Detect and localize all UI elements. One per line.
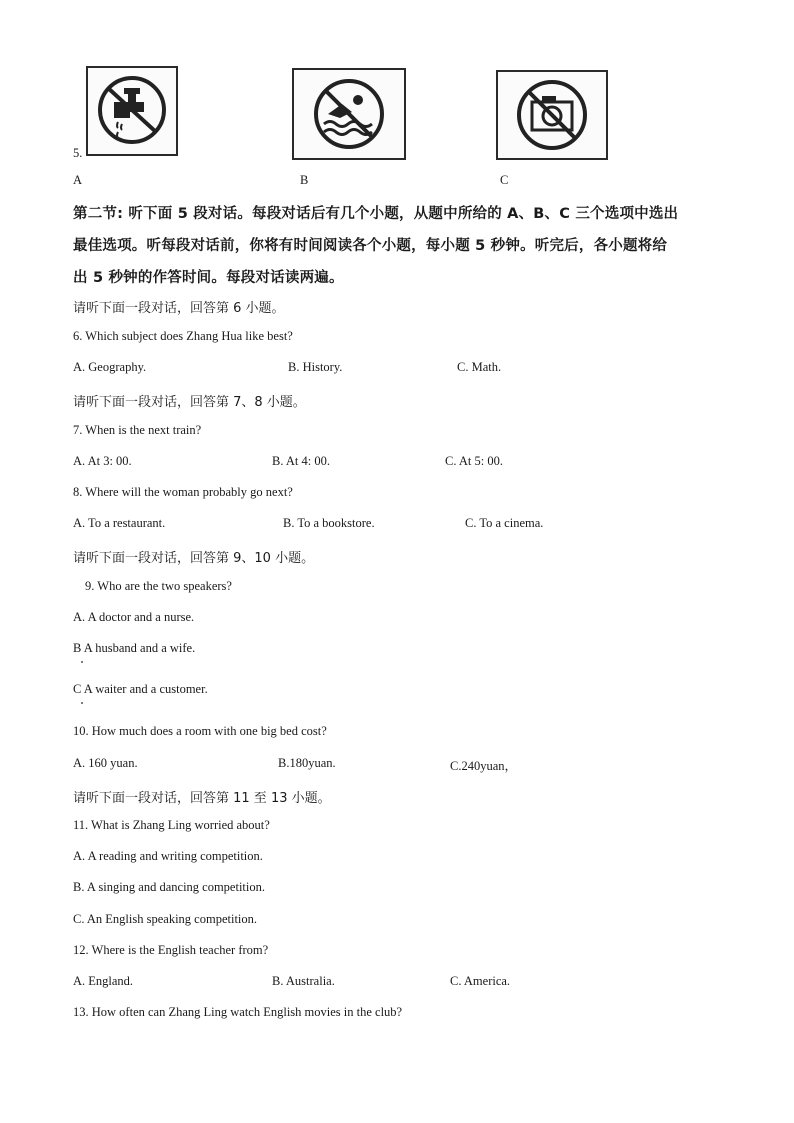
question-12: 12. Where is the English teacher from? <box>73 943 269 957</box>
option-12a: A. England. <box>73 974 134 988</box>
option-6b: B. History. <box>288 360 343 374</box>
question-7: 7. When is the next train? <box>73 423 202 437</box>
option-9b: B A husband and a wife. <box>73 641 196 655</box>
question-5-number: 5. <box>73 146 83 160</box>
option-11a: A. A reading and writing competition. <box>73 849 263 863</box>
option-12b: B. Australia. <box>272 974 335 988</box>
option-8c: C. To a cinema. <box>465 516 544 530</box>
option-10c: C.240yuan， <box>450 759 518 773</box>
instruction-q11-13: 请听下面一段对话，回答第 11 至 13 小题。 <box>73 791 331 806</box>
option-6a: A. Geography. <box>73 360 147 374</box>
section2-line1: 第二节: 听下面 5 段对话。每段对话后有几个小题，从题中所给的 A、B、C 三个选项中选出 <box>73 206 679 222</box>
option-10b: B.180yuan. <box>278 756 336 770</box>
option-5a-label: A <box>73 173 83 187</box>
option-7a: A. At 3: 00. <box>73 454 132 468</box>
section2-line2: 最佳选项。听每段对话前，你将有时间阅读各个小题，每小题 5 秒钟。听完后，各小题将给 <box>73 238 668 254</box>
option-9a: A. A doctor and a nurse. <box>73 610 195 624</box>
option-11c: C. An English speaking competition. <box>73 912 258 926</box>
no-swimming-icon <box>294 70 404 158</box>
instruction-q6: 请听下面一段对话，回答第 6 小题。 <box>73 301 285 316</box>
question-10: 10. How much does a room with one big bed cost? <box>73 724 327 738</box>
no-camera-icon <box>498 72 606 158</box>
instruction-q9-10: 请听下面一段对话，回答第 9、10 小题。 <box>73 551 315 566</box>
sign-c-no-camera <box>496 70 608 160</box>
sign-a-no-water <box>86 66 178 156</box>
option-11b: B. A singing and dancing competition. <box>73 880 265 894</box>
instruction-q7-8: 请听下面一段对话，回答第 7、8 小题。 <box>73 395 306 410</box>
section2-line3: 出 5 秒钟的作答时间。每段对话读两遍。 <box>73 270 344 286</box>
question-6: 6. Which subject does Zhang Hua like best? <box>73 329 293 343</box>
option-8a: A. To a restaurant. <box>73 516 166 530</box>
option-5c-label: C <box>500 173 509 187</box>
option-10a: A. 160 yuan. <box>73 756 138 770</box>
question-13: 13. How often can Zhang Ling watch English movies in the club? <box>73 1005 403 1019</box>
option-12c: C. America. <box>450 974 511 988</box>
question-8: 8. Where will the woman probably go next? <box>73 485 293 499</box>
option-5b-label: B <box>300 173 309 187</box>
option-7c: C. At 5: 00. <box>445 454 503 468</box>
question-11: 11. What is Zhang Ling worried about? <box>73 818 270 832</box>
option-9c: C A waiter and a customer. <box>73 682 208 696</box>
sign-b-no-swimming <box>292 68 406 160</box>
question-9: 9. Who are the two speakers? <box>85 579 232 593</box>
option-6c: C. Math. <box>457 360 502 374</box>
option-8b: B. To a bookstore. <box>283 516 375 530</box>
option-7b: B. At 4: 00. <box>272 454 330 468</box>
no-water-tap-icon <box>88 68 176 154</box>
